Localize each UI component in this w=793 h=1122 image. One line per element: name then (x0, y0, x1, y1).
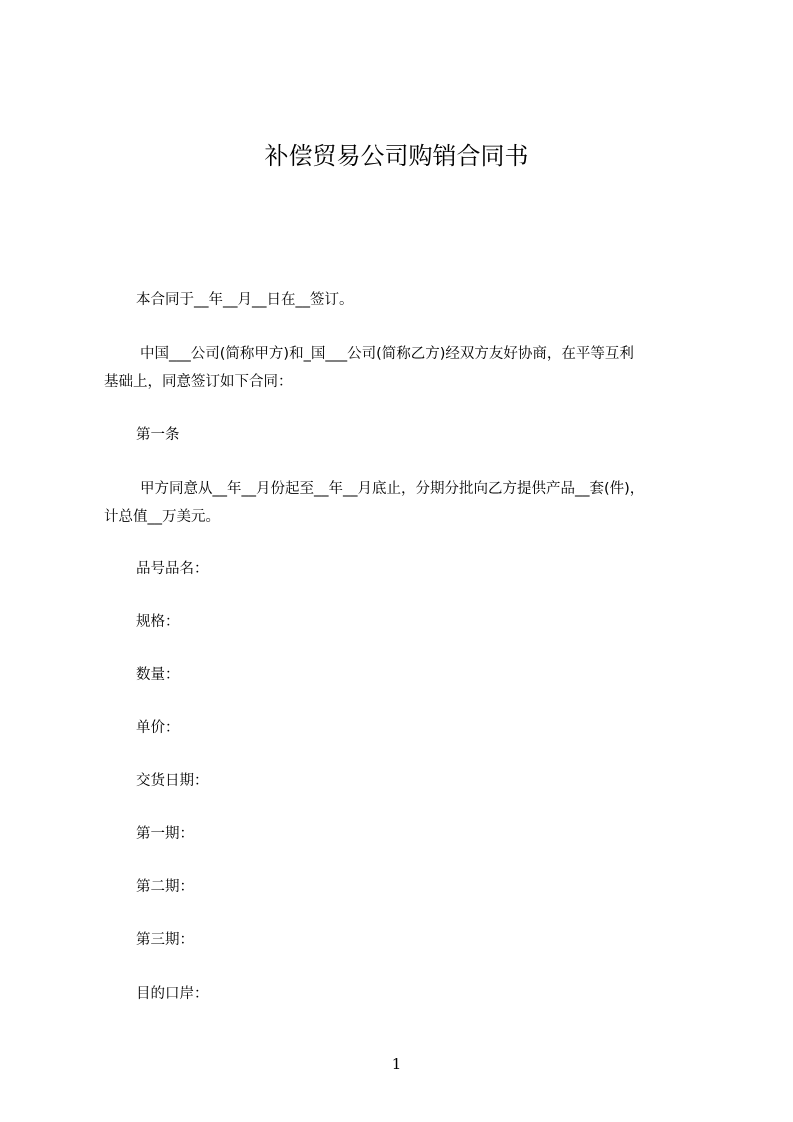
parties-paragraph-line-2: 基础上，同意签订如下合同： (104, 374, 293, 390)
phase-three-field: 第三期： (136, 932, 194, 948)
document-title: 补偿贸易公司购销合同书 (264, 142, 529, 170)
destination-port-field: 目的口岸： (136, 986, 209, 1002)
product-name-field: 品号品名： (136, 561, 209, 577)
supply-terms-line-1: 甲方同意从__年__月份起至__年__月底止，分期分批向乙方提供产品__套(件)， (140, 481, 645, 497)
parties-paragraph-line-1: 中国___公司(简称甲方)和_国___公司(简称乙方)经双方友好协商，在平等互利 (140, 346, 634, 362)
page-number: 1 (391, 1055, 402, 1073)
unit-price-field: 单价： (136, 720, 180, 736)
article-one-heading: 第一条 (136, 427, 180, 443)
supply-terms-line-2: 计总值__万美元。 (104, 509, 220, 525)
phase-two-field: 第二期： (136, 879, 194, 895)
signing-date-paragraph: 本合同于__年__月__日在__签订。 (136, 292, 354, 308)
specification-field: 规格： (136, 614, 180, 630)
delivery-date-field: 交货日期： (136, 773, 209, 789)
phase-one-field: 第一期： (136, 826, 194, 842)
quantity-field: 数量： (136, 667, 180, 683)
